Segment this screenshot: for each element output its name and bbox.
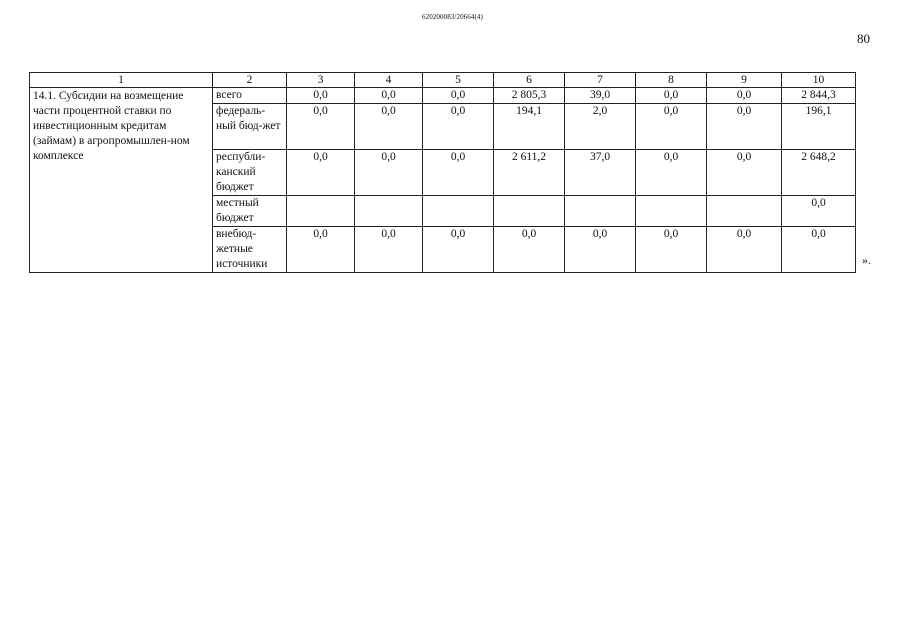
- value-cell: [355, 196, 423, 227]
- value-cell: 0,0: [355, 150, 423, 196]
- value-cell: 0,0: [355, 88, 423, 104]
- value-cell: 2 844,3: [782, 88, 856, 104]
- budget-table: [29, 72, 856, 273]
- value-cell: 0,0: [565, 227, 636, 273]
- value-cell: [636, 196, 707, 227]
- value-cell: 0,0: [782, 196, 856, 227]
- value-cell: 37,0: [565, 150, 636, 196]
- value-cell: 0,0: [423, 150, 494, 196]
- document-code: 620200083/20664(4): [422, 13, 483, 21]
- value-cell: 0,0: [636, 227, 707, 273]
- value-cell: 2 611,2: [494, 150, 565, 196]
- column-number: 6: [494, 73, 565, 88]
- column-number: 7: [565, 73, 636, 88]
- value-cell: 39,0: [565, 88, 636, 104]
- table-row: [30, 88, 856, 104]
- value-cell: 2,0: [565, 104, 636, 150]
- column-number: 10: [782, 73, 856, 88]
- value-cell: [423, 196, 494, 227]
- value-cell: [494, 196, 565, 227]
- value-cell: 0,0: [636, 104, 707, 150]
- value-cell: 0,0: [782, 227, 856, 273]
- value-cell: 0,0: [707, 104, 782, 150]
- column-number: 4: [355, 73, 423, 88]
- value-cell: 0,0: [355, 227, 423, 273]
- value-cell: 0,0: [287, 150, 355, 196]
- column-number-row: [30, 73, 856, 88]
- funding-source-label: местный бюджет: [213, 196, 287, 227]
- value-cell: 2 648,2: [782, 150, 856, 196]
- column-number: 1: [30, 73, 213, 88]
- funding-source-label: федераль-ный бюд-жет: [213, 104, 287, 150]
- page-number: 80: [857, 31, 870, 46]
- value-cell: 0,0: [423, 227, 494, 273]
- value-cell: 0,0: [707, 88, 782, 104]
- funding-source-label: республи-канский бюджет: [213, 150, 287, 196]
- value-cell: [707, 196, 782, 227]
- value-cell: 0,0: [707, 150, 782, 196]
- column-number: 5: [423, 73, 494, 88]
- closing-quote-mark: ».: [862, 253, 871, 267]
- value-cell: 0,0: [636, 150, 707, 196]
- funding-source-label: всего: [213, 88, 287, 104]
- item-label-cell: 14.1. Субсидии на возмещение части процентной ставки по инвестиционным кредитам (займам) в агропромышлен-ном комплексе: [30, 88, 213, 273]
- value-cell: 0,0: [287, 104, 355, 150]
- value-cell: 2 805,3: [494, 88, 565, 104]
- value-cell: 0,0: [355, 104, 423, 150]
- column-number: 3: [287, 73, 355, 88]
- value-cell: 0,0: [636, 88, 707, 104]
- value-cell: 196,1: [782, 104, 856, 150]
- value-cell: 0,0: [494, 227, 565, 273]
- value-cell: [565, 196, 636, 227]
- value-cell: 0,0: [287, 227, 355, 273]
- value-cell: 0,0: [287, 88, 355, 104]
- column-number: 2: [213, 73, 287, 88]
- value-cell: [287, 196, 355, 227]
- funding-source-label: внебюд-жетные источники: [213, 227, 287, 273]
- column-number: 8: [636, 73, 707, 88]
- column-number: 9: [707, 73, 782, 88]
- value-cell: 0,0: [423, 104, 494, 150]
- value-cell: 0,0: [707, 227, 782, 273]
- value-cell: 0,0: [423, 88, 494, 104]
- value-cell: 194,1: [494, 104, 565, 150]
